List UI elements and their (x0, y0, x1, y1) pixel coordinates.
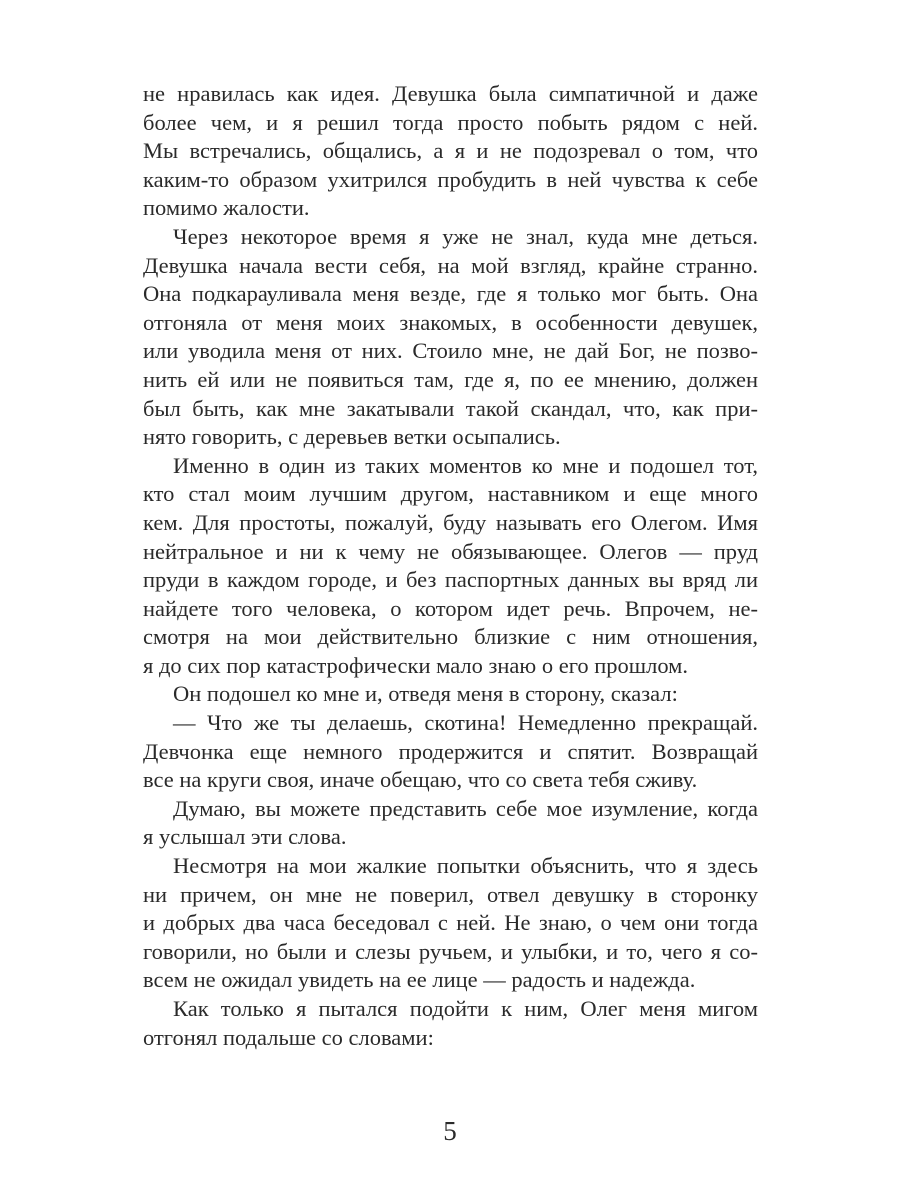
text-line: все на круги своя, иначе обещаю, что со света тебя сживу. (143, 767, 698, 793)
text-line: Мы встречались, общались, а я и не подозревал о том, что (143, 138, 758, 164)
paragraph (143, 795, 758, 852)
text-line: нято говорить, с деревьев ветки осыпались. (143, 424, 561, 450)
text-line: всем не ожидал увидеть на ее лице — радость и надежда. (143, 967, 696, 993)
text-line: Девушка начала вести себя, на мой взгляд, крайне странно. (143, 252, 758, 278)
paragraph (143, 80, 758, 223)
text-line: Через некоторое время я уже не знал, куда мне деться. (173, 223, 758, 249)
text-line: Думаю, вы можете представить себе мое изумление, когда (173, 795, 758, 821)
text-line: нить ей или не появиться там, где я, по ее мнению, должен (143, 366, 758, 392)
page-body (143, 80, 758, 1052)
text-line: был быть, как мне закатывали такой скандал, что, как при- (143, 395, 758, 421)
text-line: ни причем, он мне не поверил, отвел девушку в сторонку (143, 881, 758, 907)
text-line: и добрых два часа беседовал с ней. Не знаю, о чем они тогда (143, 910, 758, 936)
paragraph (143, 995, 758, 1052)
text-line: я услышал эти слова. (143, 824, 347, 850)
text-line: найдете того человека, о котором идет речь. Впрочем, не- (143, 595, 758, 621)
text-line: отгонял подальше со словами: (143, 1024, 434, 1050)
paragraph (143, 452, 758, 681)
text-line: не нравилась как идея. Девушка была симпатичной и даже (143, 81, 758, 106)
text-line: или уводила меня от них. Стоило мне, не дай Бог, не позво- (143, 338, 758, 364)
text-line: я до сих пор катастрофически мало знаю о его прошлом. (143, 652, 689, 678)
text-line: кем. Для простоты, пожалуй, буду называть его Олегом. Имя (143, 509, 758, 535)
text-line: — Что же ты делаешь, скотина! Немедленно прекращай. (173, 710, 758, 736)
page-number: 5 (443, 1116, 457, 1146)
text-line: Он подошел ко мне и, отведя меня в сторону, сказал: (173, 681, 678, 707)
text-line: кто стал моим лучшим другом, наставником и еще много (143, 481, 758, 507)
text-line: помимо жалости. (143, 195, 310, 221)
text-line: пруди в каждом городе, и без паспортных данных вы вряд ли (143, 567, 758, 593)
text-line: говорили, но были и слезы ручьем, и улыбки, и то, чего я со- (143, 938, 758, 964)
text-line: Именно в один из таких моментов ко мне и подошел тот, (173, 452, 758, 478)
paragraph (143, 680, 758, 709)
text-line: нейтральное и ни к чему не обязывающее. Олегов — пруд (143, 538, 758, 564)
text-line: Как только я пытался подойти к ним, Олег меня мигом (173, 996, 758, 1021)
text-line: Она подкарауливала меня везде, где я только мог быть. Она (143, 281, 758, 307)
text-line: отгоняла от меня моих знакомых, в особенности девушек, (143, 309, 758, 335)
text-line: Девчонка еще немного продержится и спятит. Возвращай (143, 738, 758, 764)
text-line: смотря на мои действительно близкие с ним отношения, (143, 624, 758, 650)
text-line: более чем, и я решил тогда просто побыть рядом с ней. (143, 109, 758, 135)
dialogue-paragraph (143, 709, 758, 795)
text-line: каким-то образом ухитрился пробудить в ней чувства к себе (143, 166, 758, 192)
paragraph (143, 223, 758, 452)
text-line: Несмотря на мои жалкие попытки объяснить, что я здесь (173, 853, 758, 879)
paragraph (143, 852, 758, 995)
